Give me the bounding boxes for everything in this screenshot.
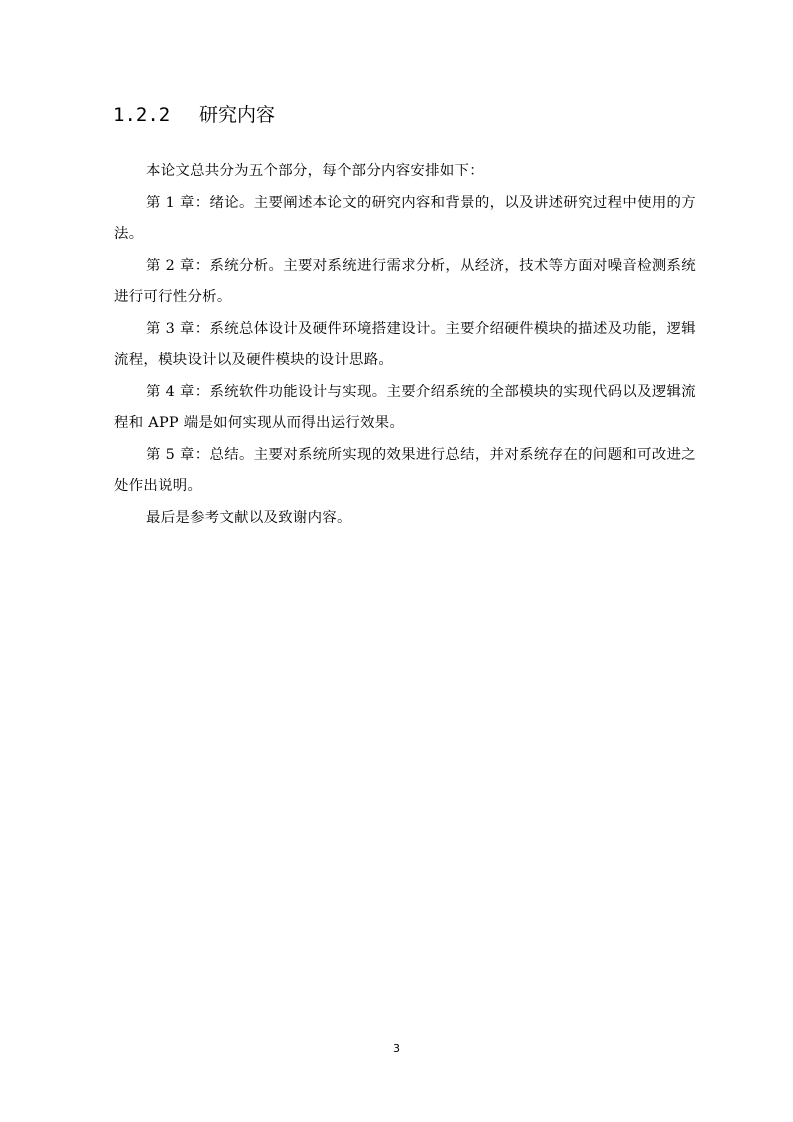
paragraph-chapter-4: 第 4 章：系统软件功能设计与实现。主要介绍系统的全部模块的实现代码以及逻辑流程和 APP 端是如何实现从而得出运行效果。 xyxy=(114,383,696,431)
paragraph-chapter-5: 第 5 章：总结。主要对系统所实现的效果进行总结，并对系统存在的问题和可改进之处作出说明。 xyxy=(114,446,696,494)
paragraph-chapter-2: 第 2 章：系统分析。主要对系统进行需求分析，从经济，技术等方面对噪音检测系统进行可行性分析。 xyxy=(114,257,696,305)
paragraph-intro: 本论文总共分为五个部分，每个部分内容安排如下： xyxy=(146,163,484,179)
section-body xyxy=(114,156,696,534)
paragraph-chapter-1: 第 1 章：绪论。主要阐述本论文的研究内容和背景的，以及讲述研究过程中使用的方法。 xyxy=(114,194,696,242)
paragraph-chapter-3: 第 3 章：系统总体设计及硬件环境搭建设计。主要介绍硬件模块的描述及功能，逻辑流程，模块设计以及硬件模块的设计思路。 xyxy=(114,320,696,368)
section-number: 1.2.2 xyxy=(113,104,171,126)
page-number: 3 xyxy=(393,1042,400,1055)
section-heading xyxy=(113,102,275,128)
paragraph-closing: 最后是参考文献以及致谢内容。 xyxy=(146,509,352,526)
section-title: 研究内容 xyxy=(199,104,276,126)
